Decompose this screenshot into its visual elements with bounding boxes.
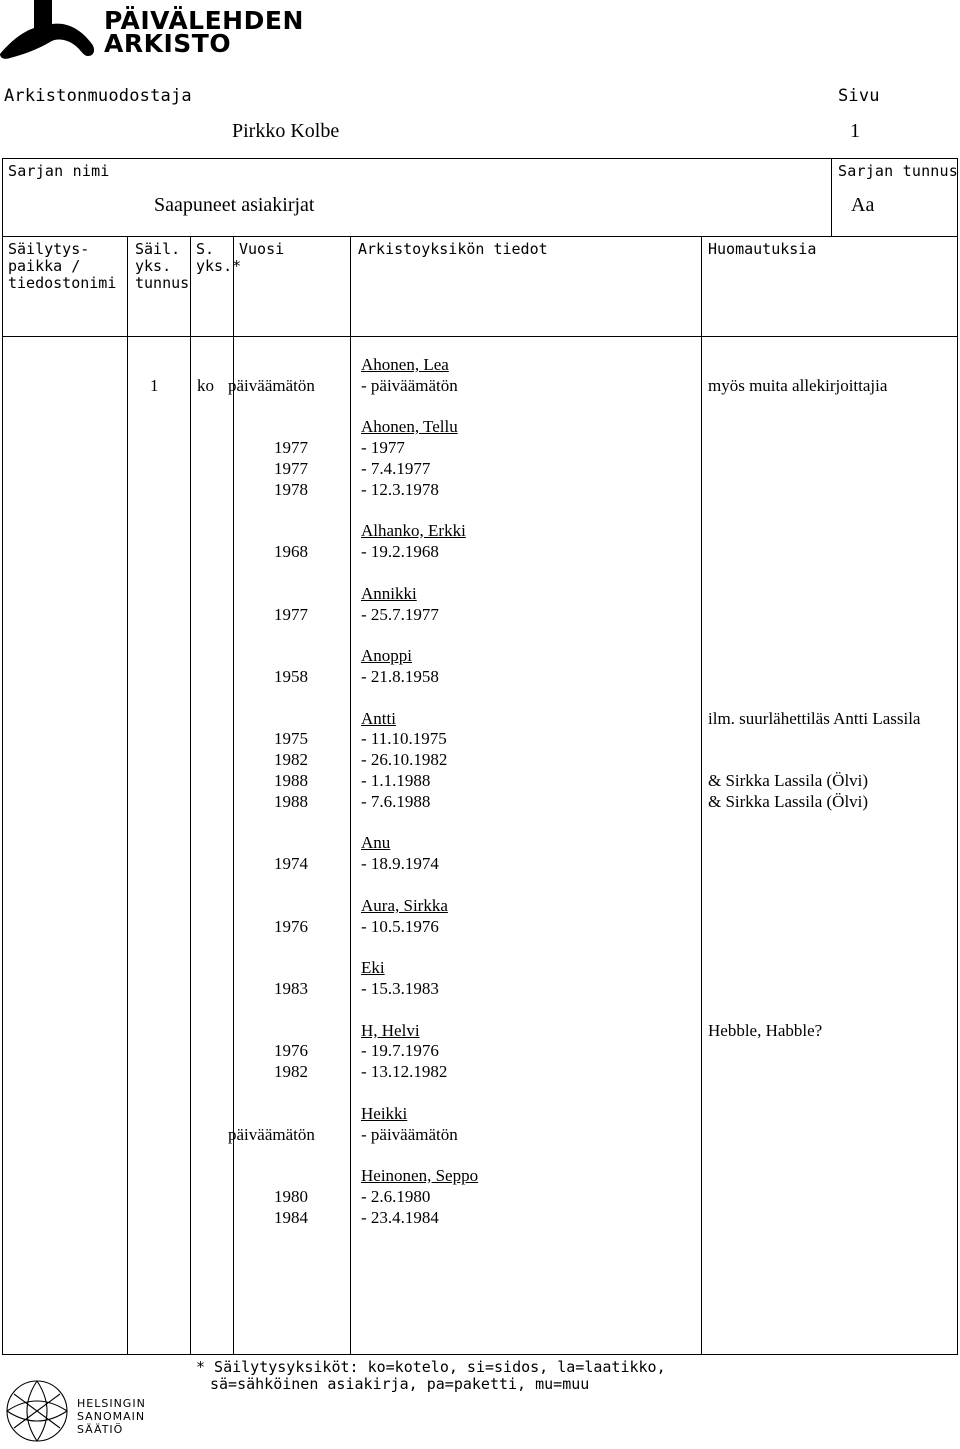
entry-name-note: Hebble, Habble? [708,1021,823,1040]
logo-mark-icon [0,0,96,62]
entry-name: Alhanko, Erkki [361,521,466,540]
entry-date: - 1.1.1988 [361,771,431,790]
entry-year: 1968 [274,542,308,561]
entry-year: 1983 [274,979,308,998]
entry-year: 1982 [274,1062,308,1081]
entry-note: myös muita allekirjoittajia [708,376,888,395]
col-head-info: Arkistoyksikön tiedot [358,240,548,258]
entry-name: Ahonen, Tellu [361,417,458,436]
page-label: Sivu [838,86,880,106]
entry-year: 1958 [274,667,308,686]
entry-year: 1988 [274,771,308,790]
entry-name: Anu [361,833,391,852]
series-id-label: Sarjan tunnus [838,162,958,180]
entry-name: Heinonen, Seppo [361,1166,479,1185]
hss-line1: HELSINGIN [77,1397,146,1410]
logo-line1: PÄIVÄLEHDEN [104,6,304,35]
entry-date: - 11.10.1975 [361,729,447,748]
entry-name: Aura, Sirkka [361,896,448,915]
entry-year: 1977 [274,438,308,457]
entry-date: - 15.3.1983 [361,979,439,998]
creator-name: Pirkko Kolbe [232,120,340,142]
col-head-notes: Huomautuksia [708,240,817,258]
series-name: Saapuneet asiakirjat [154,194,315,216]
entry-name: Antti [361,709,396,728]
entry-year: 1984 [274,1208,308,1227]
entry-year: 1988 [274,792,308,811]
entry-date: - 7.6.1988 [361,792,431,811]
entry-date: - päiväämätön [361,1125,458,1144]
entry-date: - 18.9.1974 [361,854,439,873]
entry-year: 1976 [274,1041,308,1060]
col-head-location: Säilytys- paikka / tiedostonimi [8,240,117,292]
page-number: 1 [850,120,860,142]
entry-name: Annikki [361,584,417,603]
entry-date: - 25.7.1977 [361,605,439,624]
entry-name: Heikki [361,1104,408,1123]
series-id: Aa [851,194,875,216]
unit-type-value: ko [197,376,214,395]
entry-year: 1976 [274,917,308,936]
entry-date: - päiväämätön [361,376,458,395]
entry-year: päiväämätön [228,376,315,395]
entry-note: & Sirkka Lassila (Ölvi) [708,792,869,811]
entry-name-note: ilm. suurlähettiläs Antti Lassila [708,709,921,728]
entry-year: 1982 [274,750,308,769]
col-head-year: Vuosi [239,240,285,258]
col-head-unit-type: S. yks.* [196,240,242,275]
entry-date: - 2.6.1980 [361,1187,431,1206]
entry-year: 1980 [274,1187,308,1206]
entry-name: Anoppi [361,646,412,665]
unit-id-value: 1 [150,376,159,395]
entry-date: - 1977 [361,438,405,457]
hss-line3: SÄÄTIÖ [77,1423,124,1436]
creator-label: Arkistonmuodostaja [4,86,192,106]
entry-date: - 12.3.1978 [361,480,439,499]
footnote-line2: sä=sähköinen asiakirja, pa=paketti, mu=muu [210,1375,590,1393]
entry-date: - 19.7.1976 [361,1041,439,1060]
entry-date: - 10.5.1976 [361,917,439,936]
entry-year: 1977 [274,459,308,478]
hss-emblem-icon [2,1376,72,1446]
entry-note: & Sirkka Lassila (Ölvi) [708,771,869,790]
entry-year: 1975 [274,729,308,748]
entry-date: - 23.4.1984 [361,1208,439,1227]
entry-year: 1974 [274,854,308,873]
series-name-label: Sarjan nimi [8,162,110,180]
entry-date: - 7.4.1977 [361,459,431,478]
entry-name: H, Helvi [361,1021,420,1040]
logo-line2: ARKISTO [104,29,232,58]
col-head-unit-id: Säil. yks. tunnus [135,240,190,292]
hss-line2: SANOMAIN [77,1410,146,1423]
entry-date: - 21.8.1958 [361,667,439,686]
entry-name: Ahonen, Lea [361,355,449,374]
entry-year: 1978 [274,480,308,499]
entry-date: - 19.2.1968 [361,542,439,561]
footnote-line1: * Säilytysyksiköt: ko=kotelo, si=sidos, la=laatikko, [196,1358,666,1376]
entry-year: 1977 [274,605,308,624]
entry-name: Eki [361,958,385,977]
entry-date: - 13.12.1982 [361,1062,448,1081]
entry-year: päiväämätön [228,1125,315,1144]
entry-date: - 26.10.1982 [361,750,448,769]
